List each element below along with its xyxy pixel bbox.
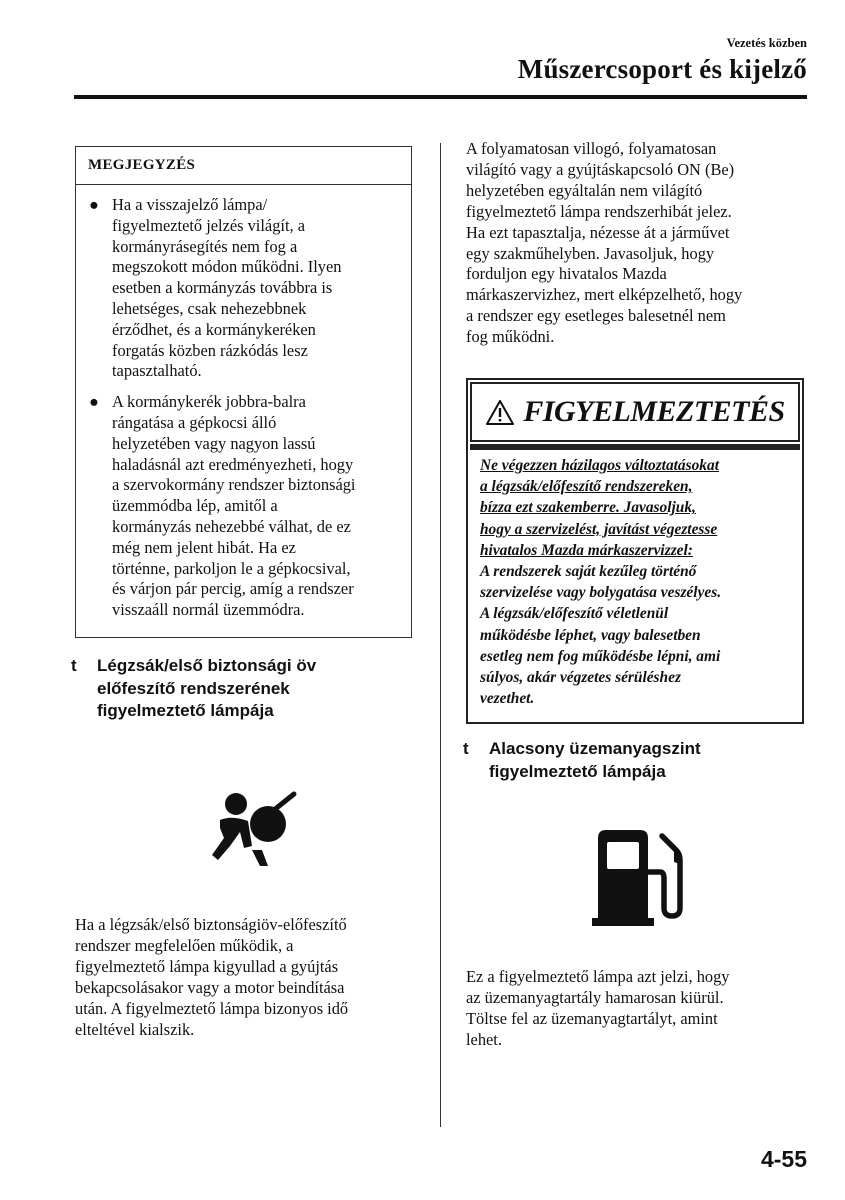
column-divider [440, 143, 441, 1127]
note-line: lehetséges, csak nehezebbnek [112, 298, 307, 318]
body-line: fog működni. [466, 327, 555, 347]
note-line: tapasztalható. [112, 361, 202, 381]
warning-line: bízza ezt szakemberre. Javasoljuk, [480, 499, 696, 517]
note-line: haladásnál azt eredményezheti, hogy [112, 454, 354, 474]
body-line: után. A figyelmeztető lámpa bizonyos idő [75, 998, 349, 1018]
warning-line: vezethet. [480, 690, 535, 708]
bullet-icon: ● [89, 195, 99, 214]
warning-line: működésbe léphet, vagy balesetben [480, 626, 701, 644]
warning-line: a légzsák/előfeszítő rendszereken, [480, 478, 693, 496]
bullet-icon: ● [89, 392, 99, 412]
note-line: még nem jelent hibát. Ha ez [112, 537, 296, 557]
body-line: lehet. [466, 1029, 502, 1049]
warning-line: A rendszerek saját kezűleg történő [480, 563, 697, 581]
note-title: MEGJEGYZÉS [76, 147, 411, 185]
note-line: forgatás közben rázkódás lesz [112, 340, 308, 360]
note-line: helyzetében vagy nagyon lassú [112, 433, 316, 453]
heading-marker: t [71, 656, 77, 675]
body-line: figyelmeztető lámpa rendszerhibát jelez. [466, 201, 732, 221]
note-line: figyelmeztető jelzés világít, a [112, 215, 305, 235]
body-line: Ez a figyelmeztető lámpa azt jelzi, hogy [466, 967, 730, 986]
warning-line: hogy a szervizelést, javítást végeztesse [480, 520, 718, 538]
right-intro-paragraph [466, 139, 742, 348]
heading-line: Légzsák/első biztonsági öv [97, 656, 317, 675]
heading-line: előfeszítő rendszerének [97, 678, 290, 698]
body-line: rendszer megfelelően működik, a [75, 935, 294, 955]
body-line: elteltével kialszik. [75, 1019, 195, 1039]
warning-triangle-icon [485, 399, 515, 426]
body-line: Ha ezt tapasztalja, nézesse át a járművet [466, 222, 730, 242]
warning-line: esetleg nem fog működésbe lépni, ami [480, 647, 721, 665]
note-item [88, 195, 401, 382]
body-line: Ha a légzsák/első biztonságiöv-előfeszítő [75, 915, 347, 934]
airbag-body [75, 915, 348, 1040]
note-line: történne, parkoljon le a gépkocsival, [112, 558, 351, 578]
fuel-heading [463, 738, 701, 783]
section-label: Vezetés közben [726, 36, 807, 50]
airbag-warning-icon [208, 788, 298, 866]
body-line: egy szakműhelyben. Javasoljuk, hogy [466, 243, 715, 263]
note-line: A kormánykerék jobbra-balra [112, 392, 306, 412]
note-line: a szervokormány rendszer biztonsági [112, 475, 356, 495]
note-line: rángatása a gépkocsi álló [112, 412, 277, 432]
note-line: érződhet, és a kormánykeréken [112, 319, 316, 339]
note-item [88, 392, 401, 621]
heading-line: figyelmeztető lámpája [489, 761, 666, 781]
body-line: A folyamatosan villogó, folyamatosan [466, 139, 717, 158]
header-rule [74, 95, 807, 99]
body-line: világító vagy a gyújtáskapcsoló ON (Be) [466, 159, 735, 179]
warning-line: súlyos, akár végzetes sérüléshez [480, 669, 681, 687]
body-line: figyelmeztető lámpa kigyullad a gyújtás [75, 956, 339, 976]
note-line: és várjon pár percig, amíg a rendszer [112, 579, 354, 599]
note-list [76, 185, 411, 621]
body-line: helyzetében egyáltalán nem világító [466, 180, 703, 200]
heading-line: Alacsony üzemanyagszint [489, 739, 701, 758]
airbag-heading [71, 655, 317, 723]
note-box [75, 146, 412, 638]
note-line: megszokott módon működni. Ilyen [112, 257, 342, 277]
note-line: visszaáll normál üzemmódra. [112, 600, 305, 620]
heading-marker: t [463, 739, 469, 758]
note-line: Ha a visszajelző lámpa/ [112, 195, 268, 214]
warning-header [470, 382, 800, 442]
note-line: kormányrásegítés nem fog a [112, 236, 298, 256]
note-line: esetben a kormányzás továbbra is [112, 278, 333, 298]
warning-title: FIGYELMEZTETÉS [523, 395, 785, 428]
body-line: Töltse fel az üzemanyagtartályt, amint [466, 1008, 718, 1028]
body-line: bekapcsolásakor vagy a motor beindítása [75, 977, 345, 997]
warning-line: A légzsák/előfeszítő véletlenül [480, 605, 669, 623]
body-line: az üzemanyagtartály hamarosan kiürül. [466, 987, 724, 1007]
note-line: kormányzás nehezebbé válhat, de ez [112, 516, 351, 536]
warning-body [468, 450, 802, 709]
warning-line: hivatalos Mazda márkaszervizzel: [480, 541, 693, 559]
body-line: forduljon egy hivatalos Mazda [466, 264, 667, 284]
body-line: a rendszer egy esetleges balesetnél nem [466, 306, 726, 326]
fuel-pump-icon [590, 828, 686, 926]
chapter-title: Műszercsoport és kijelző [517, 54, 807, 84]
fuel-body [466, 967, 730, 1051]
warning-line: szervizelése vagy bolygatása veszélyes. [480, 584, 722, 602]
page-number: 4-55 [760, 1146, 807, 1172]
body-line: márkaszervizhez, mert elképzelhető, hogy [466, 285, 743, 305]
warning-line: Ne végezzen házilagos változtatásokat [480, 457, 719, 474]
heading-line: figyelmeztető lámpája [97, 701, 274, 720]
note-line: üzemmódba lép, amitől a [112, 496, 278, 516]
warning-box [466, 378, 804, 724]
